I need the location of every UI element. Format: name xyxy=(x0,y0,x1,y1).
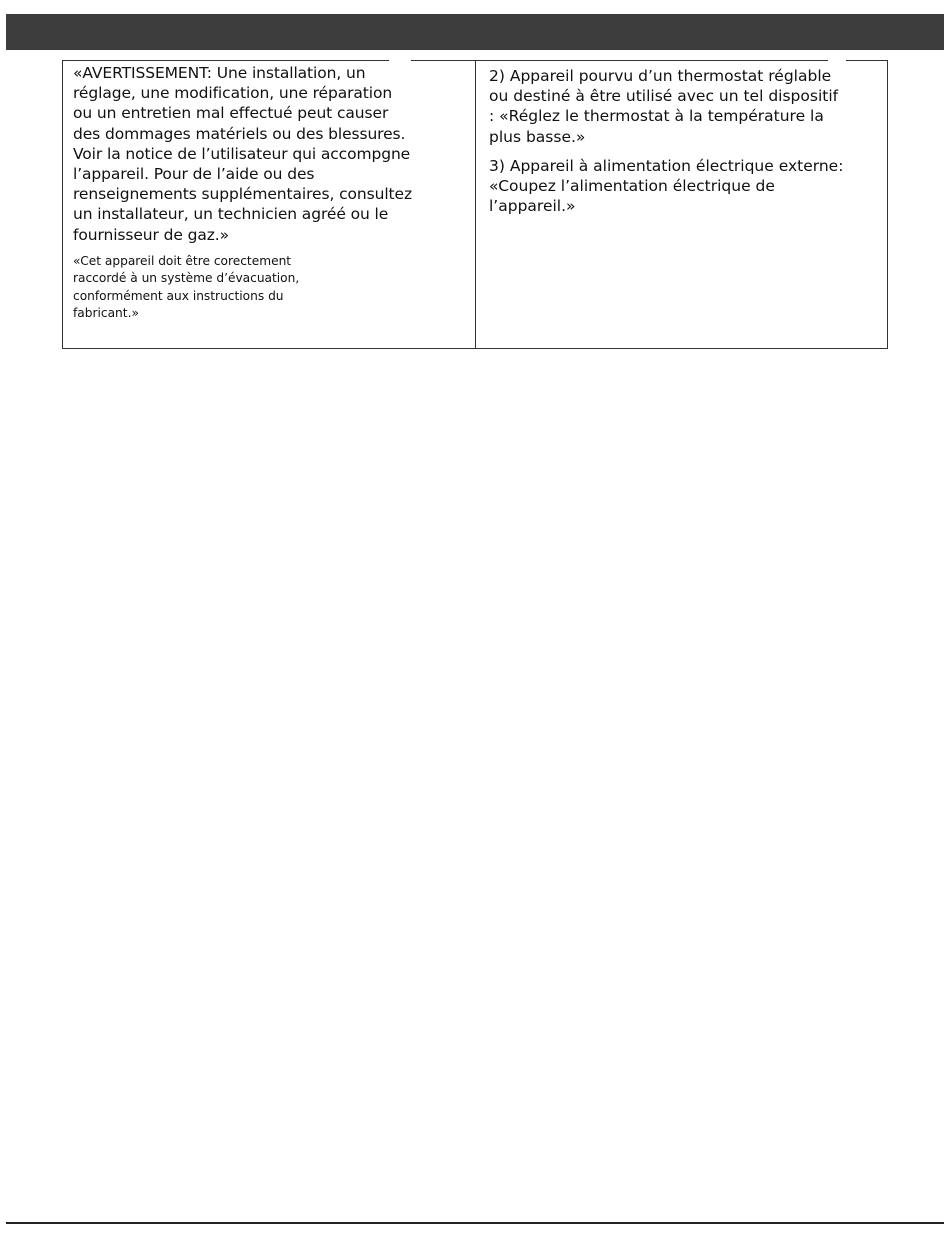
notice-right-column xyxy=(476,61,887,348)
footer-rule xyxy=(6,1222,944,1224)
warning-text: «AVERTISSEMENT: Une installation, un réglage, une modification, une réparation ou un entretien mal effectué peut causer des dommages matériels ou des blessures. Voir la notice de l’utilisateur qui accompgne l’appareil. Pour de l’aide ou des renseignements supplémentaires, consultez un installateur, un technicien agréé ou le fournisseur de gaz.» xyxy=(73,64,412,244)
venting-text: «Cet appareil doit être corectement raccordé à un système d’évacuation, conformément aux instructions du fabricant.» xyxy=(73,253,300,321)
notice-table xyxy=(62,60,888,349)
thermostat-instruction: 2) Appareil pourvu d’un thermostat réglable ou destiné à être utilisé avec un tel dispositif : «Réglez le thermostat à la température la plus basse.» xyxy=(489,67,839,146)
header-bar xyxy=(6,14,944,50)
electrical-instruction: 3) Appareil à alimentation électrique externe: «Coupez l’alimentation électrique de l’appareil.» xyxy=(489,156,844,216)
notice-left-column xyxy=(63,61,476,348)
border-gap xyxy=(389,60,411,62)
border-gap xyxy=(828,60,846,62)
